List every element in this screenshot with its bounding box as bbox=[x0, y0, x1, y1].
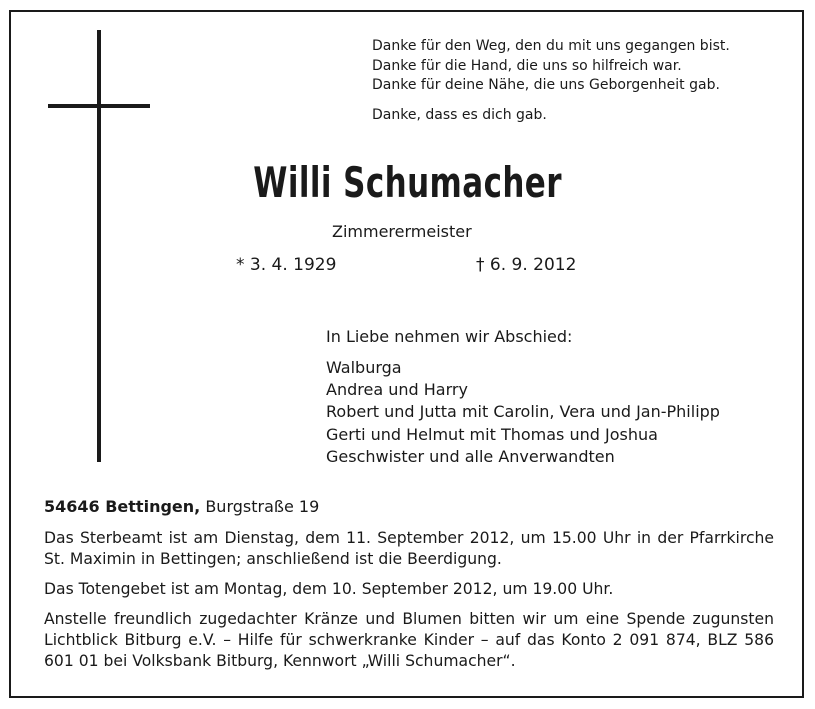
address-city: 54646 Bettingen, bbox=[44, 497, 201, 516]
address bbox=[44, 497, 319, 516]
family-member: Gerti und Helmut mit Thomas und Joshua bbox=[326, 424, 658, 444]
poem-line: Danke für den Weg, den du mit uns gegangen bist. bbox=[372, 38, 730, 54]
poem-line: Danke für die Hand, die uns so hilfreich war. bbox=[372, 57, 682, 74]
donation-notice: Anstelle freundlich zugedachter Kränze und Blumen bitten wir um eine Spende zugunsten Lichtblick Bitburg e.V. – Hilfe für schwerkranke Kinder – auf das Konto 2 091 874, BLZ 586 601 01 bei Volksbank Bitburg, Kennwort „Willi Schumacher“. bbox=[44, 610, 774, 670]
family-member: Andrea und Harry bbox=[326, 380, 468, 400]
deceased-profession: Zimmerermeister bbox=[332, 222, 472, 241]
poem-line: Danke für deine Nähe, die uns Geborgenheit gab. bbox=[372, 77, 720, 93]
prayer-notice: Das Totengebet ist am Montag, dem 10. September 2012, um 19.00 Uhr. bbox=[44, 580, 614, 598]
poem-line: Danke, dass es dich gab. bbox=[372, 106, 547, 123]
deceased-name: Willi Schumacher bbox=[253, 158, 562, 207]
cross-horizontal-bar bbox=[48, 104, 150, 108]
family-member: Geschwister und alle Anverwandten bbox=[326, 446, 615, 466]
address-street: Burgstraße 19 bbox=[205, 497, 320, 516]
family-list bbox=[326, 357, 720, 468]
birth-date: * 3. 4. 1929 bbox=[236, 255, 337, 275]
farewell-heading: In Liebe nehmen wir Abschied: bbox=[326, 327, 573, 346]
cross-vertical-bar bbox=[97, 30, 101, 462]
funeral-mass-notice: Das Sterbeamt ist am Dienstag, dem 11. September 2012, um 15.00 Uhr in der Pfarrkirche St. Maximin in Bettingen; anschließend ist die Beerdigung. bbox=[44, 529, 774, 568]
family-member: Walburga bbox=[326, 358, 402, 377]
family-member: Robert und Jutta mit Carolin, Vera und Jan-Philipp bbox=[326, 402, 720, 422]
death-date: † 6. 9. 2012 bbox=[476, 255, 577, 275]
poem bbox=[372, 37, 730, 125]
